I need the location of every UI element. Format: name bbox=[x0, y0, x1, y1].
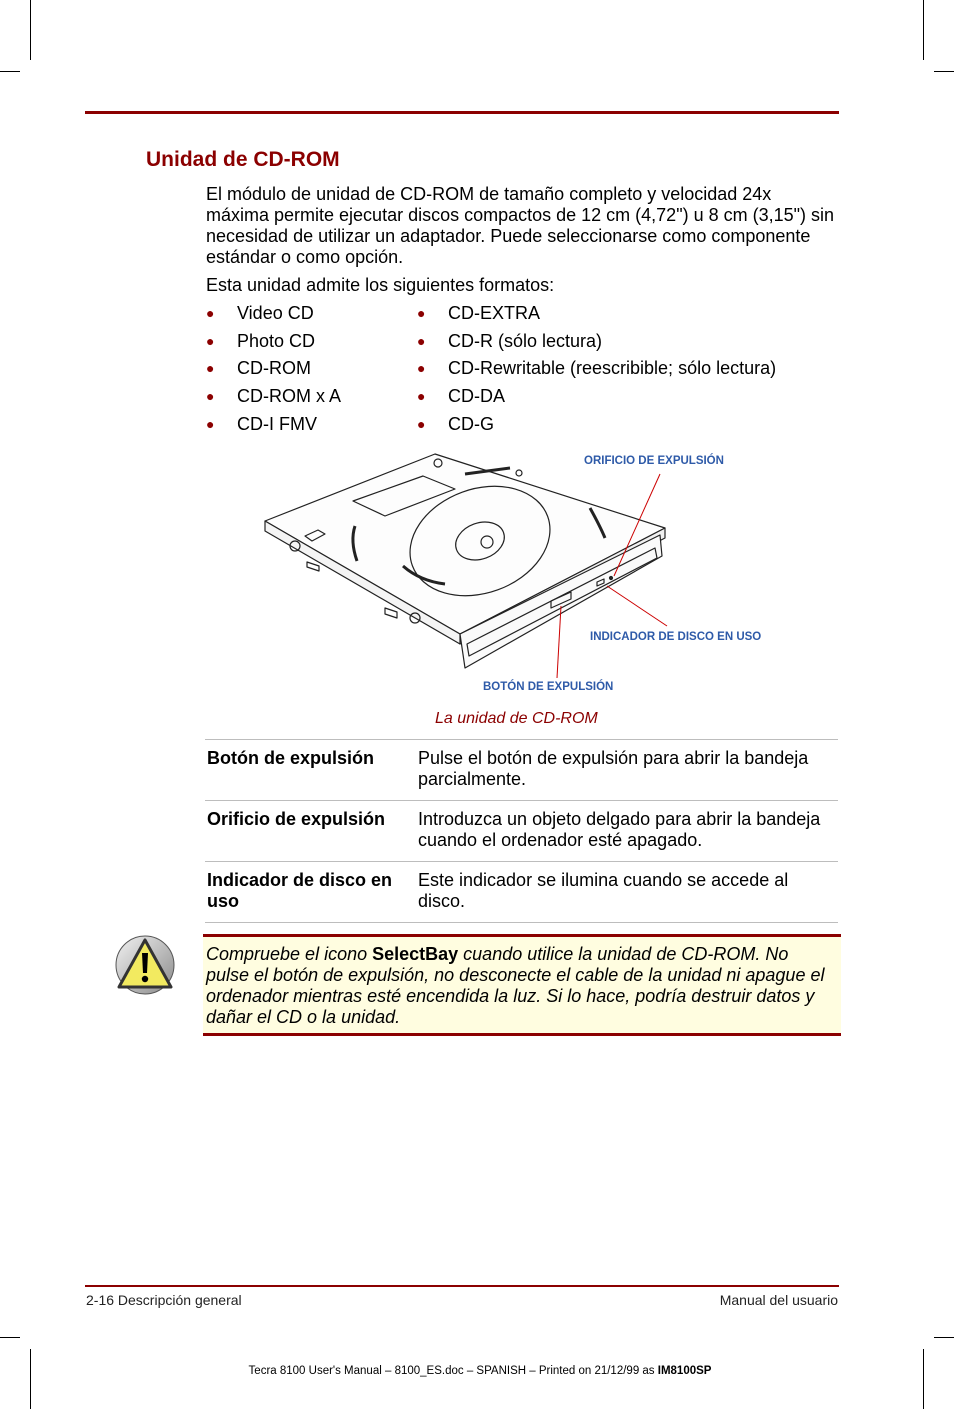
bullet-icon: ● bbox=[206, 416, 215, 432]
callout-eject-hole: ORIFICIO DE EXPULSIÓN bbox=[584, 455, 724, 467]
list-item: ● CD-I FMV bbox=[206, 414, 317, 434]
bullet-icon: ● bbox=[417, 360, 426, 376]
crop-mark bbox=[0, 1337, 20, 1338]
crop-mark bbox=[30, 1349, 31, 1409]
warning-triangle-icon bbox=[114, 934, 176, 996]
list-item: ● CD-EXTRA bbox=[417, 303, 541, 323]
cdrom-drive-illustration bbox=[255, 446, 815, 706]
list-item: ● CD-R (sólo lectura) bbox=[417, 331, 603, 351]
bullet-icon: ● bbox=[206, 388, 215, 404]
list-item: ● Video CD bbox=[206, 303, 314, 323]
bullet-icon: ● bbox=[417, 305, 426, 321]
crop-mark bbox=[923, 1349, 924, 1409]
table-term: Botón de expulsión bbox=[207, 748, 375, 768]
bullet-icon: ● bbox=[417, 416, 426, 432]
table-row bbox=[205, 740, 838, 801]
formats-intro: Esta unidad admite los siguientes formatos: bbox=[206, 275, 555, 295]
table-term: Indicador de disco en uso bbox=[207, 870, 393, 911]
bullet-icon: ● bbox=[417, 388, 426, 404]
section-title: Unidad de CD-ROM bbox=[146, 148, 340, 171]
table-description: Pulse el botón de expulsión para abrir la bandeja parcialmente. bbox=[418, 748, 809, 789]
list-item: ● CD-G bbox=[417, 414, 494, 434]
bullet-icon: ● bbox=[206, 360, 215, 376]
footer-left: 2-16 Descripción general bbox=[86, 1292, 242, 1308]
table-row bbox=[205, 862, 838, 923]
print-info: Tecra 8100 User's Manual – 8100_ES.doc – SPANISH – Printed on 21/12/99 as IM8100SP bbox=[248, 1365, 712, 1377]
list-item: ● CD-ROM x A bbox=[206, 386, 342, 406]
crop-mark bbox=[923, 0, 924, 60]
crop-mark bbox=[0, 71, 20, 72]
crop-mark bbox=[30, 0, 31, 60]
callout-eject-button: BOTÓN DE EXPULSIÓN bbox=[483, 681, 614, 693]
list-item: ● CD-ROM bbox=[206, 358, 311, 378]
table-description: Este indicador se ilumina cuando se accede al disco. bbox=[418, 870, 789, 911]
list-item: ● CD-Rewritable (reescribible; sólo lectura) bbox=[417, 358, 777, 378]
table-description: Introduzca un objeto delgado para abrir la bandeja cuando el ordenador esté apagado. bbox=[418, 809, 821, 850]
bullet-icon: ● bbox=[206, 305, 215, 321]
footer-right: Manual del usuario bbox=[719, 1292, 838, 1308]
intro-paragraph: El módulo de unidad de CD-ROM de tamaño completo y velocidad 24x máxima permite ejecutar discos compactos de 12 cm (4,72") u 8 cm (3,15") sin necesidad de utilizar un adaptador. Puede seleccionarse como componente estándar o como opción. bbox=[206, 184, 835, 267]
warning-text: Compruebe el icono SelectBay cuando utilice la unidad de CD-ROM. No pulse el botón de expulsión, no desconecte el cable de la unidad ni apague el ordenador mientras esté encendida la luz. Si lo hace, podría destruir datos y dañar el CD o la unidad. bbox=[206, 944, 825, 1027]
crop-mark bbox=[934, 71, 954, 72]
table-term: Orificio de expulsión bbox=[207, 809, 386, 829]
crop-mark bbox=[934, 1337, 954, 1338]
header-rule bbox=[85, 111, 839, 114]
spec-table bbox=[205, 739, 838, 923]
footer-rule bbox=[85, 1285, 839, 1287]
list-item: ● CD-DA bbox=[417, 386, 505, 406]
table-row bbox=[205, 801, 838, 862]
figure-caption: La unidad de CD-ROM bbox=[435, 710, 598, 727]
list-item: ● Photo CD bbox=[206, 331, 316, 351]
callout-in-use-indicator: INDICADOR DE DISCO EN USO bbox=[590, 631, 762, 643]
bullet-icon: ● bbox=[417, 333, 426, 349]
bullet-icon: ● bbox=[206, 333, 215, 349]
warning-box bbox=[203, 934, 841, 1036]
